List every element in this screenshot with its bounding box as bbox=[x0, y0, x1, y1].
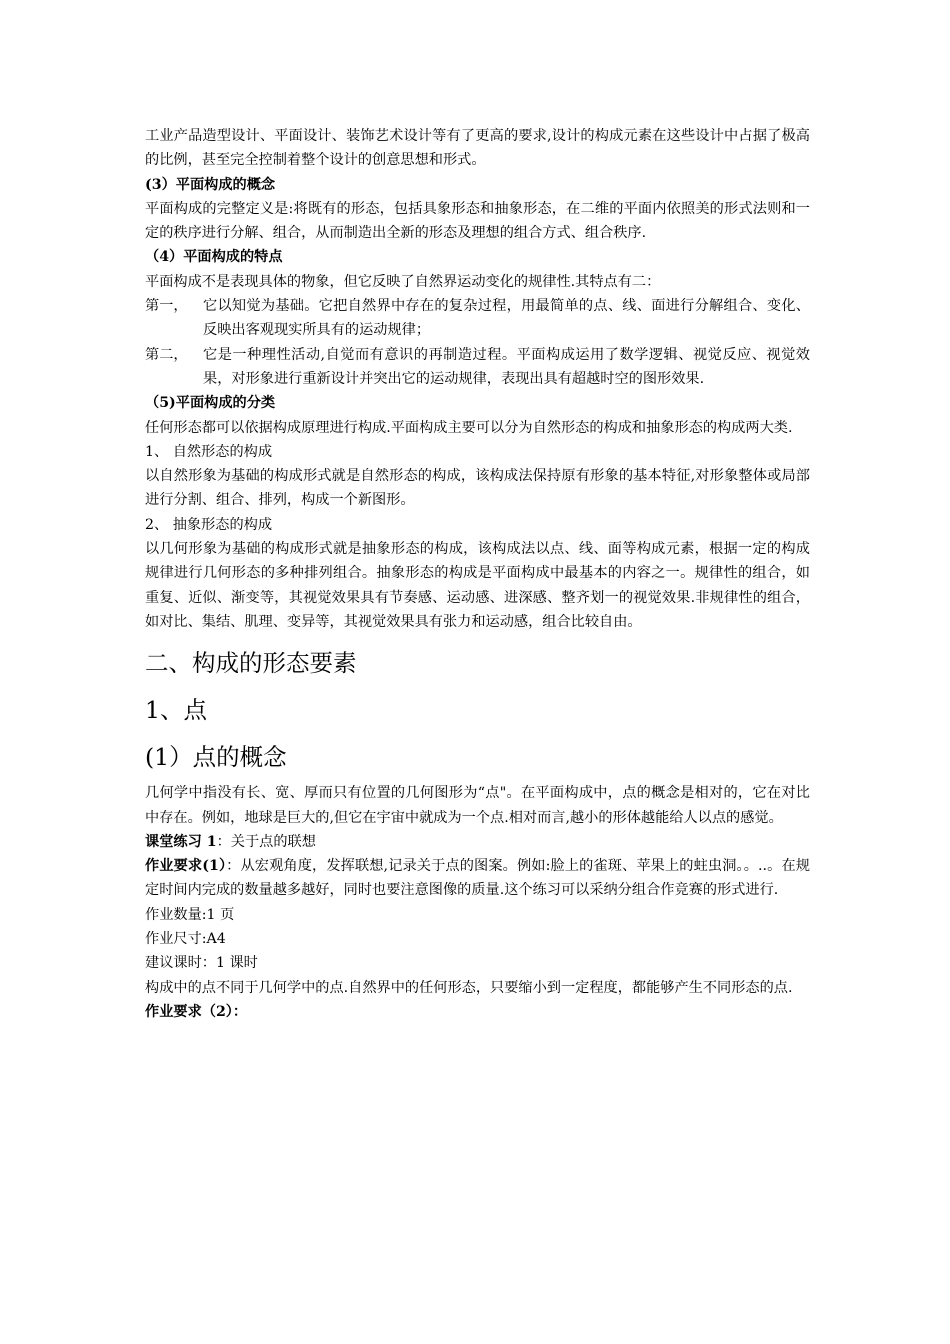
section-5-heading: （5)平面构成的分类 bbox=[145, 395, 276, 412]
suggested-hours: 建议课时：1 课时 bbox=[145, 955, 258, 972]
feature-2-marker: 第二， bbox=[145, 346, 188, 363]
feature-1-text: 它以知觉为基础。它把自然界中存在的复杂过程，用最简单的点、线、面进行分解组合、变化、反映出客观现实所具有的运动规律； bbox=[203, 298, 810, 339]
natural-form-heading: 1、 自然形态的构成 bbox=[145, 443, 273, 460]
feature-1-marker: 第一， bbox=[145, 298, 188, 315]
intro-paragraph: 工业产品造型设计、平面设计、装饰艺术设计等有了更高的要求,设计的构成元素在这些设计中占据了极高的比例，甚至完全控制着整个设计的创意思想和形式。 bbox=[145, 128, 810, 169]
section-4-body: 平面构成不是表现具体的物象，但它反映了自然界运动变化的规律性.其特点有二： bbox=[145, 273, 661, 290]
section-3-heading: (3）平面构成的概念 bbox=[145, 176, 276, 193]
chapter-2-heading: 二、构成的形态要素 bbox=[145, 649, 357, 678]
section-4-heading: （4）平面构成的特点 bbox=[145, 249, 283, 266]
section-3-body: 平面构成的完整定义是:将既有的形态，包括具象形态和抽象形态，在二维的平面内依照美的形式法则和一定的秩序进行分解、组合，从而制造出全新的形态及理想的组合方式、组合秩序. bbox=[145, 200, 810, 242]
point-heading: 1、点 bbox=[145, 696, 207, 725]
assignment-quantity: 作业数量:1 页 bbox=[145, 906, 235, 923]
section-5-body: 任何形态都可以依据构成原理进行构成.平面构成主要可以分为自然形态的构成和抽象形态的构成两大类. bbox=[145, 419, 793, 436]
feature-item-1 bbox=[145, 294, 810, 343]
feature-2-text: 它是一种理性活动,自觉而有意识的再制造过程。平面构成运用了数学逻辑、视觉反应、视觉效果，对形象进行重新设计并突出它的运动规律，表现出具有超越时空的图形效果. bbox=[203, 346, 810, 387]
document-page bbox=[145, 124, 810, 1024]
requirement-1-label: 作业要求(1） bbox=[145, 858, 227, 875]
exercise-text: ：关于点的联想 bbox=[216, 833, 316, 850]
exercise-line bbox=[145, 830, 810, 854]
abstract-form-body: 以几何形象为基础的构成形式就是抽象形态的构成，该构成法以点、线、面等构成元素，根据一定的构成规律进行几何形态的多种排列组合。抽象形态的构成是平面构成中最基本的内容之一。规律性的组合，如重复、近似、渐变等，其视觉效果具有节奏感、运动感、进深感、整齐划一的视觉效果.非规律性的组合，如对比、集结、肌理、变异等，其视觉效果具有张力和运动感，组合比较自由。 bbox=[145, 541, 810, 630]
point-difference-body: 构成中的点不同于几何学中的点.自然界中的任何形态，只要缩小到一定程度，都能够产生不同形态的点. bbox=[145, 979, 793, 996]
feature-item-2 bbox=[145, 343, 810, 392]
requirement-1 bbox=[145, 854, 810, 903]
requirement-2-label: 作业要求（2）： bbox=[145, 1003, 248, 1020]
exercise-label: 课堂练习 1 bbox=[145, 833, 217, 850]
natural-form-body: 以自然形象为基础的构成形式就是自然形态的构成，该构成法保持原有形象的基本特征,对形象整体或局部进行分割、组合、排列，构成一个新图形。 bbox=[145, 468, 810, 509]
assignment-size: 作业尺寸:A4 bbox=[145, 931, 226, 948]
abstract-form-heading: 2、 抽象形态的构成 bbox=[145, 516, 273, 533]
point-concept-heading: (1）点的概念 bbox=[145, 743, 287, 772]
requirement-1-text: ：从宏观角度，发挥联想,记录关于点的图案。例如:脸上的雀斑、苹果上的蛀虫洞。。..。在规定时间内完成的数量越多越好，同时也要注意图像的质量.这个练习可以采纳分组合作竞赛的形式进行. bbox=[145, 858, 810, 899]
point-concept-body: 几何学中指没有长、宽、厚而只有位置的几何图形为“点"。在平面构成中，点的概念是相对的，它在对比中存在。例如，地球是巨大的,但它在宇宙中就成为一个点.相对而言,越小的形体越能给人以点的感觉。 bbox=[145, 785, 810, 826]
